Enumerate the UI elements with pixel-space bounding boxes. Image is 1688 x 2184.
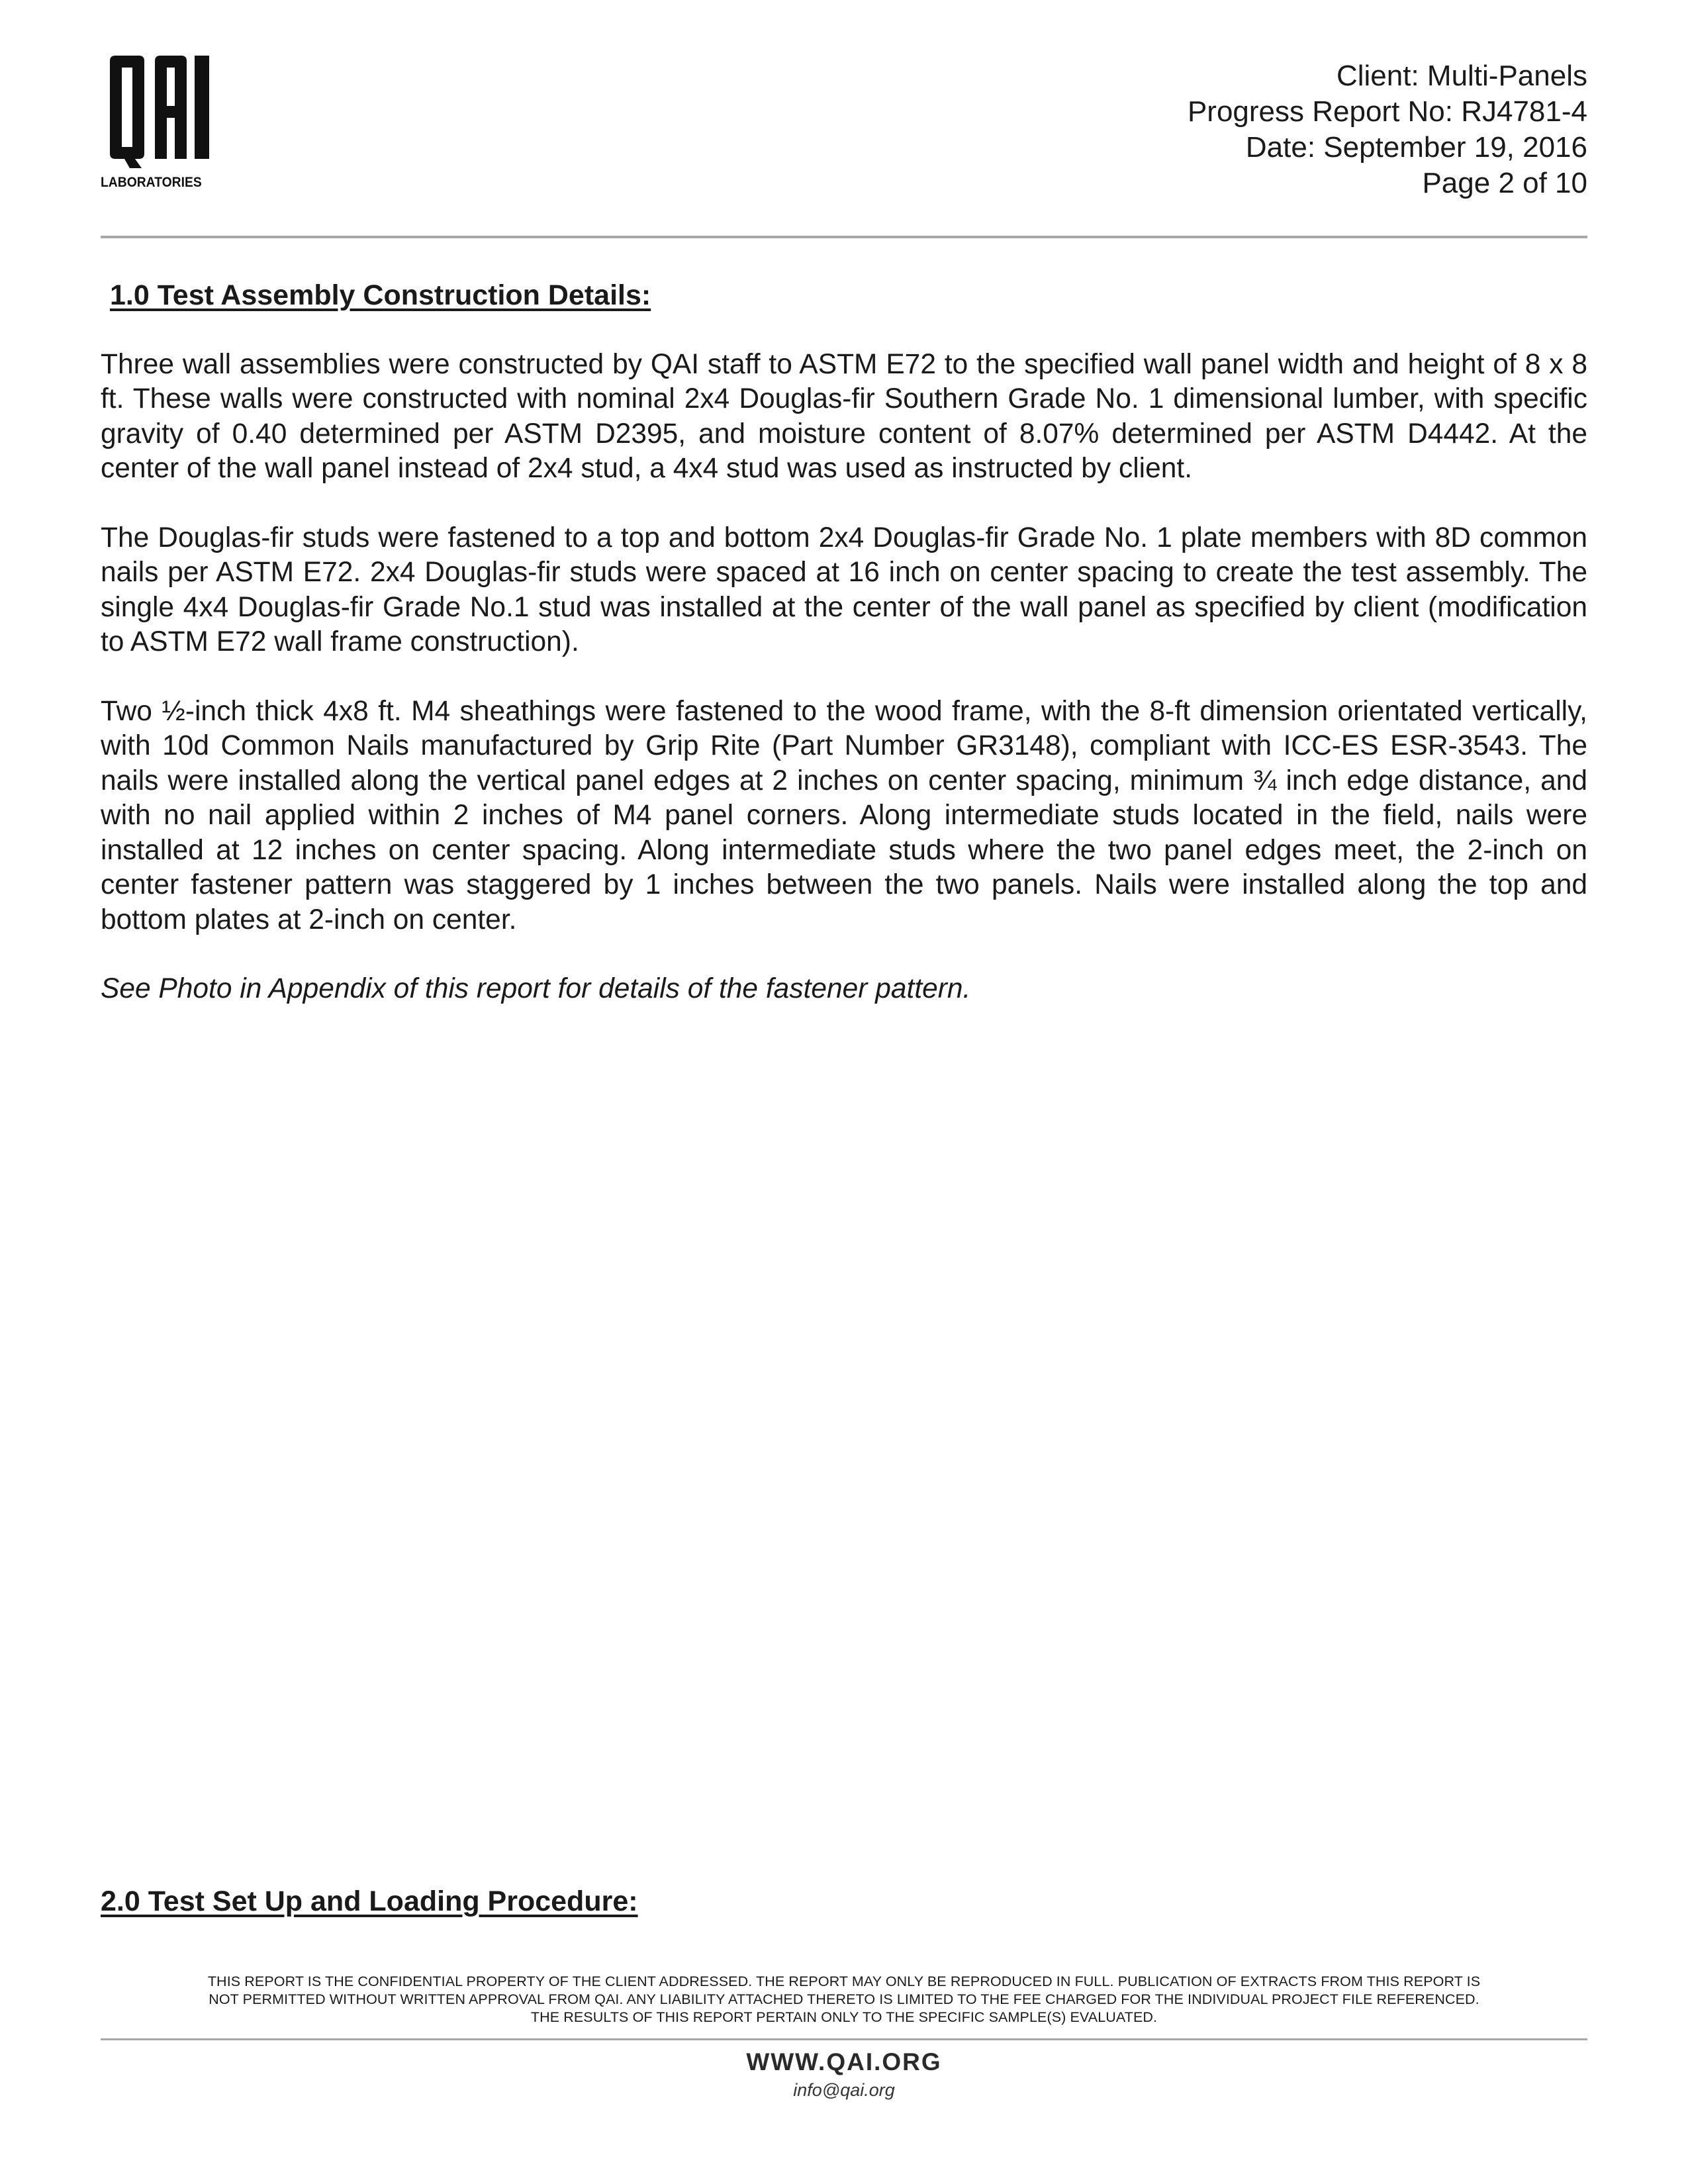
section-heading-1: 1.0 Test Assembly Construction Details: bbox=[110, 279, 651, 311]
report-body bbox=[101, 278, 1587, 1007]
section-2 bbox=[101, 1885, 638, 1918]
header-divider bbox=[101, 236, 1587, 238]
email-link[interactable]: info@qai.org bbox=[793, 2080, 895, 2100]
disclaimer-line: THE RESULTS OF THIS REPORT PERTAIN ONLY TO THE SPECIFIC SAMPLE(S) EVALUATED. bbox=[530, 2009, 1158, 2025]
logo-caption: LABORATORIES bbox=[101, 175, 202, 190]
report-header-info bbox=[1188, 58, 1587, 201]
paragraph-1: Three wall assemblies were constructed by QAI staff to ASTM E72 to the specified wall panel width and height of 8 x 8 ft. These walls were constructed with nominal 2x4 Douglas-fir Southern Grade No. 1 dimensional lumber, with specific gravity of 0.40 determined per ASTM D2395, and moisture content of 8.07% determined per ASTM D4442. At the center of the wall panel instead of 2x4 stud, a 4x4 stud was used as instructed by client. bbox=[101, 348, 1587, 484]
disclaimer-line: NOT PERMITTED WITHOUT WRITTEN APPROVAL FROM QAI. ANY LIABILITY ATTACHED THERETO IS LIMITED TO THE FEE CHARGED FOR THE INDIVIDUAL PROJECT FILE REFERENCED. bbox=[209, 1991, 1479, 2007]
page-number: Page 2 of 10 bbox=[1422, 167, 1587, 199]
footer-divider bbox=[101, 2038, 1587, 2040]
qai-logo-mark-icon bbox=[101, 54, 226, 170]
client-name: Client: Multi-Panels bbox=[1336, 60, 1587, 92]
confidentiality-disclaimer bbox=[101, 1973, 1587, 2026]
appendix-note: See Photo in Appendix of this report for details of the fastener pattern. bbox=[101, 973, 971, 1004]
section-heading-2: 2.0 Test Set Up and Loading Procedure: bbox=[101, 1885, 638, 1917]
report-date: Date: September 19, 2016 bbox=[1245, 131, 1587, 164]
paragraph-2: The Douglas-fir studs were fastened to a top and bottom 2x4 Douglas-fir Grade No. 1 plate members with 8D common nails per ASTM E72. 2x4 Douglas-fir studs were spaced at 16 inch on center spacing to create the test assembly. The single 4x4 Douglas-fir Grade No.1 stud was installed at the center of the wall panel as specified by client (modification to ASTM E72 wall frame construction). bbox=[101, 522, 1587, 657]
website-link[interactable]: WWW.QAI.ORG bbox=[746, 2048, 942, 2075]
qai-laboratories-logo bbox=[101, 54, 226, 193]
report-number: Progress Report No: RJ4781-4 bbox=[1187, 95, 1587, 128]
paragraph-3: Two ½-inch thick 4x8 ft. M4 sheathings were fastened to the wood frame, with the 8-ft dimension orientated vertically, with 10d Common Nails manufactured by Grip Rite (Part Number GR3148), compliant with ICC-ES ESR-3543. The nails were installed along the vertical panel edges at 2 inches on center spacing, minimum ¾ inch edge distance, and with no nail applied within 2 inches of M4 panel corners. Along intermediate studs located in the field, nails were installed at 12 inches on center spacing. Along intermediate studs where the two panel edges meet, the 2-inch on center fastener pattern was staggered by 1 inches between the two panels. Nails were installed along the top and bottom plates at 2-inch on center. bbox=[101, 695, 1587, 935]
disclaimer-line: THIS REPORT IS THE CONFIDENTIAL PROPERTY OF THE CLIENT ADDRESSED. THE REPORT MAY ONLY BE REPRODUCED IN FULL. PUBLICATION OF EXTRACTS FROM THIS REPORT IS bbox=[207, 1973, 1481, 1989]
